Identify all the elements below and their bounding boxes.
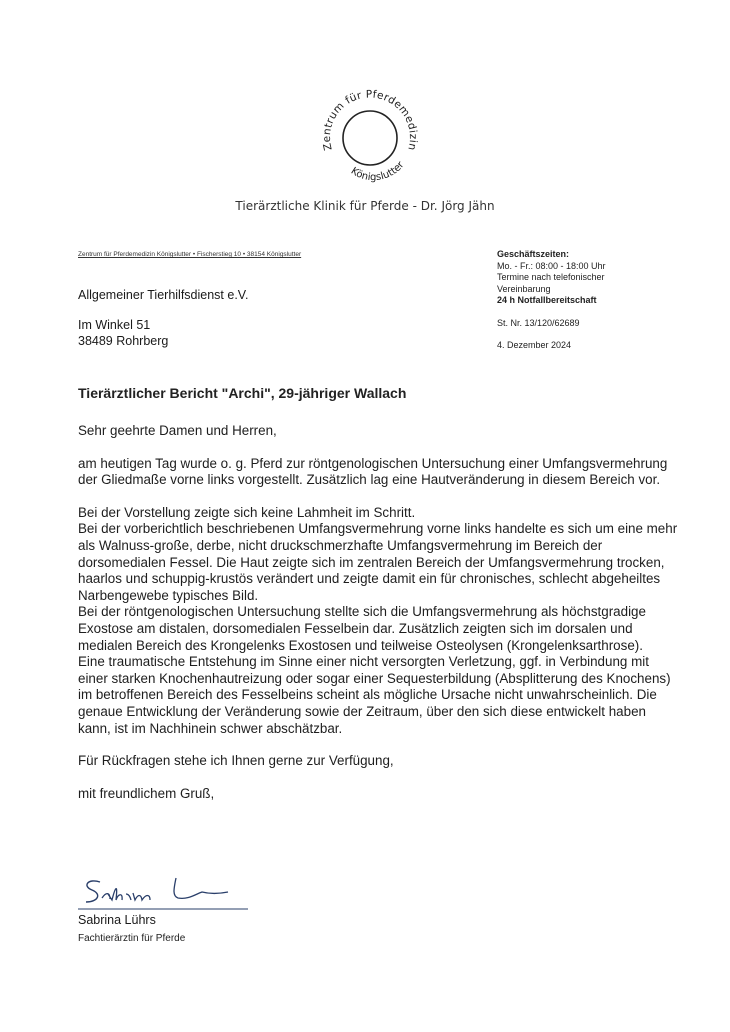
signer-name: Sabrina Lührs bbox=[78, 913, 156, 927]
paragraph-findings-1: Bei der Vorstellung zeigte sich keine Lahmheit im Schritt. bbox=[78, 504, 416, 520]
signer-title: Fachtierärztin für Pferde bbox=[78, 933, 186, 944]
salutation: Sehr geehrte Damen und Herren, bbox=[78, 423, 277, 438]
sender-address-line: Zentrum für Pferdemedizin Königslutter • Fischerstieg 10 • 38154 Königslutter bbox=[78, 251, 302, 258]
recipient-city: 38489 Rohrberg bbox=[78, 334, 169, 348]
closing: mit freundlichem Gruß, bbox=[78, 785, 215, 801]
recipient-address bbox=[78, 287, 248, 349]
emergency-text: 24 h Notfallbereitschaft bbox=[497, 295, 597, 305]
svg-text:Zentrum für Pferdemedizin bbox=[321, 88, 419, 151]
appointment-line-1: Termine nach telefonischer bbox=[497, 272, 605, 282]
paragraph-findings-2: Bei der vorberichtlich beschriebenen Umfangsvermehrung vorne links handelte es sich um eine mehr als Walnuss-große, derbe, nicht druckschmerzhafte Umfangsvermehrung im Bereich der dorsomedialen Fessel. Die Haut zeigte sich im zentralen Bereich der Umfangsvermehrung trocken, haarlos und schuppig-krustös verändert und zeigte damit ein für chronisches, schlecht abgeheiltes Narbengewebe typisches Bild. bbox=[78, 521, 678, 603]
paragraph-intro: am heutigen Tag wurde o. g. Pferd zur röntgenologischen Untersuchung einer Umfangsvermehrung der Gliedmaße vorne links vorgestellt. Zusätzlich lag eine Hautveränderung in diesem Bereich vor. bbox=[78, 455, 668, 488]
circle-logo bbox=[310, 78, 430, 198]
clinic-name: Tierärztliche Klinik für Pferde - Dr. Jörg Jähn bbox=[235, 199, 495, 213]
letter-date: 4. Dezember 2024 bbox=[497, 340, 572, 350]
letter-subject: Tierärztlicher Bericht "Archi", 29-jähriger Wallach bbox=[78, 385, 407, 401]
logo-arc-text: Zentrum für Pferdemedizin bbox=[320, 88, 420, 152]
recipient-street: Im Winkel 51 bbox=[78, 318, 151, 332]
recipient-org: Allgemeiner Tierhilfsdienst e.V. bbox=[78, 288, 249, 302]
hours-label: Geschäftszeiten: bbox=[497, 249, 570, 259]
paragraph-questions: Für Rückfragen stehe ich Ihnen gerne zur Verfügung, bbox=[78, 753, 394, 769]
logo-bottom-text: Königslutter bbox=[348, 159, 407, 184]
business-info bbox=[497, 249, 606, 352]
paragraph-findings-4: Eine traumatische Entstehung im Sinne einer nicht versorgten Verletzung, ggf. in Verbindung mit einer starken Knochenhautreizung oder sogar einer Sequesterbildung (Absplitterung des Knochens) im betroffenen Bereich des Fesselbeins scheint als mögliche Ursache nicht unwahrscheinlich. Die genaue Entwicklung der Veränderung sowie der Zeitraum, über den sich diese entwickelt haben kann, ist im Nachhinein schwer abschätzbar. bbox=[78, 654, 671, 736]
appointment-line-2: Vereinbarung bbox=[497, 283, 551, 294]
handwritten-signature bbox=[78, 872, 258, 912]
tax-number: St. Nr. 13/120/62689 bbox=[497, 317, 580, 328]
hours-text: Mo. - Fr.: 08:00 - 18:00 Uhr bbox=[497, 260, 606, 271]
letter-body bbox=[78, 423, 678, 802]
paragraph-findings-3: Bei der röntgenologischen Untersuchung stellte sich die Umfangsvermehrung als höchstgradige Exostose am distalen, dorsomedialen Fesselbein dar. Zusätzlich zeigten sich im dorsalen und medialen Bereich des Krongelenks Exostosen und teilweise Osteolysen (Krongelenksarthrose). bbox=[78, 604, 646, 653]
